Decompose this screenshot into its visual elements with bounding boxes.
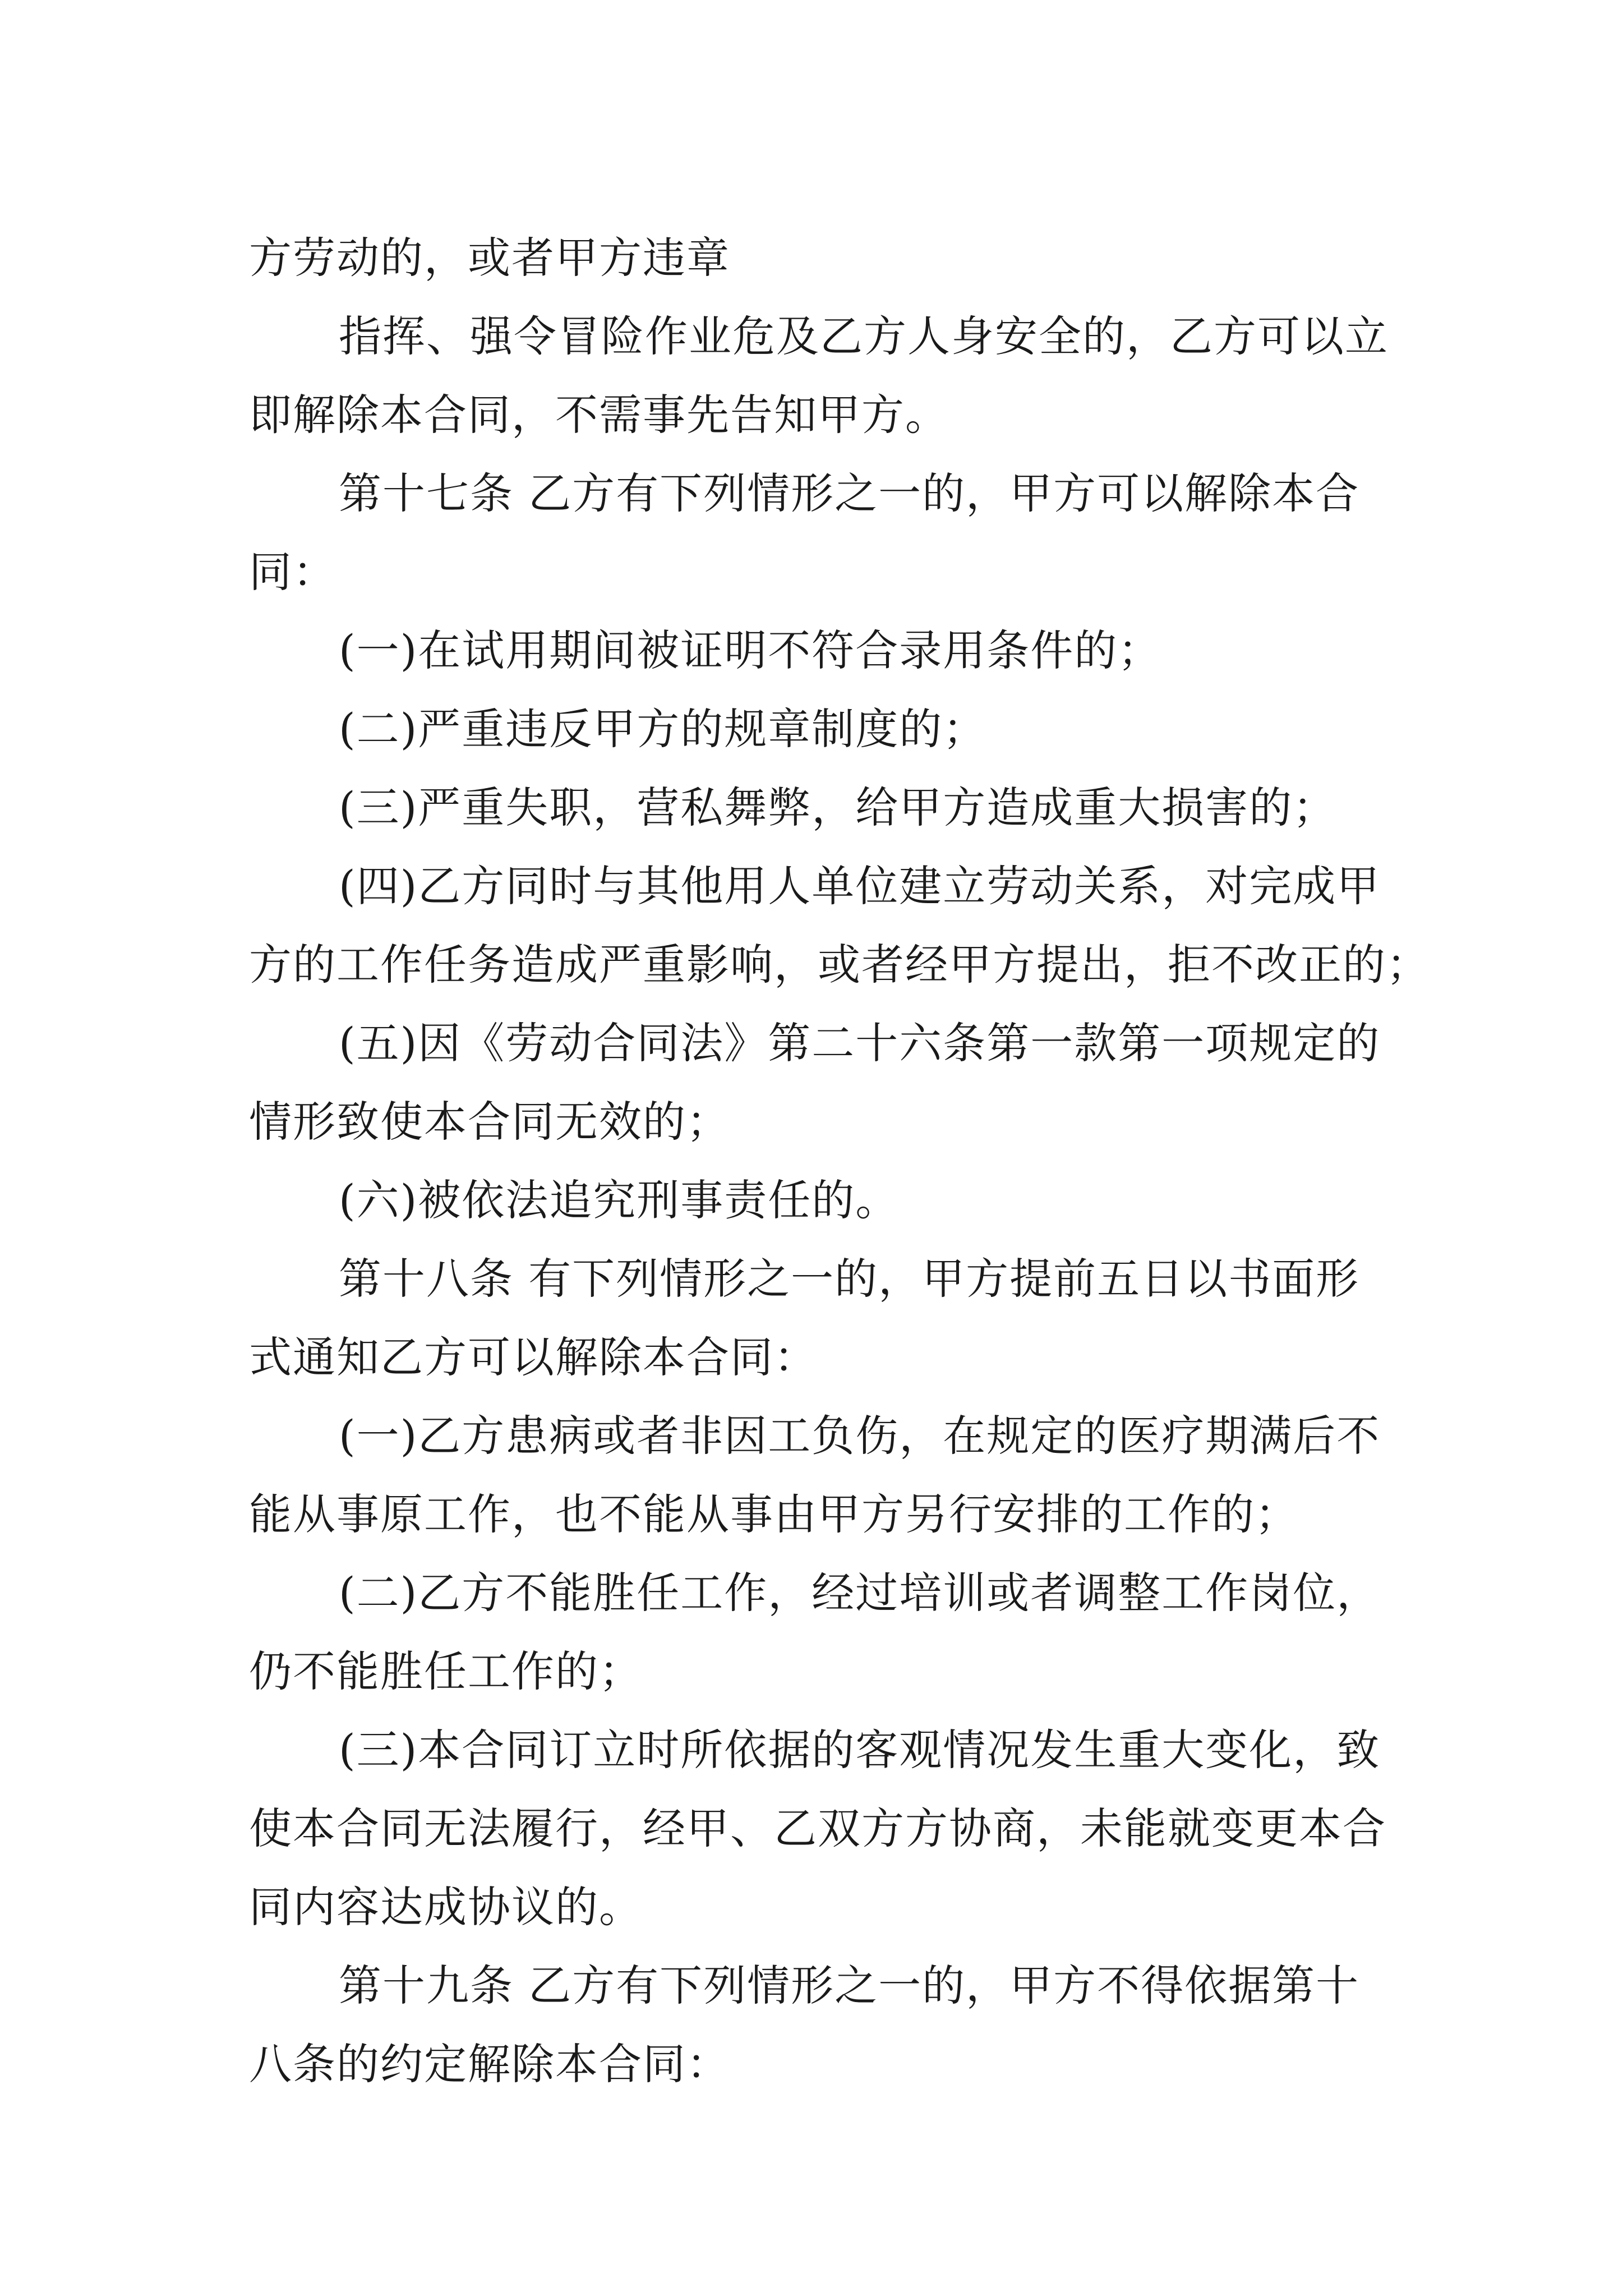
text-line: 同：: [249, 547, 336, 597]
list-item-line: (六)被依法追究刑事责任的。: [339, 1175, 900, 1225]
text-line: 八条的约定解除本合同：: [249, 2039, 730, 2089]
text-line: 即解除本合同，不需事先告知甲方。: [249, 390, 949, 440]
list-item-line: (三)严重失职，营私舞弊，给甲方造成重大损害的；: [339, 783, 1337, 832]
article-17-heading-line: 第十七条 乙方有下列情形之一的，甲方可以解除本合: [339, 468, 1360, 518]
text-line: 情形致使本合同无效的；: [249, 1097, 730, 1147]
article-19-heading-line: 第十九条 乙方有下列情形之一的，甲方不得依据第十: [339, 1961, 1360, 2010]
text-line: 方劳动的，或者甲方违章: [249, 233, 730, 283]
text-line: 方的工作任务造成严重影响，或者经甲方提出，拒不改正的；: [249, 940, 1430, 990]
list-item-line: (一)在试用期间被证明不符合录用条件的；: [339, 625, 1162, 675]
list-item-line: (二)乙方不能胜任工作，经过培训或者调整工作岗位，: [339, 1568, 1381, 1618]
contract-text-body: [249, 219, 1430, 2104]
text-line: 指挥、强令冒险作业危及乙方人身安全的，乙方可以立: [339, 311, 1389, 361]
list-item-line: (四)乙方同时与其他用人单位建立劳动关系，对完成甲: [339, 861, 1381, 911]
list-item-line: (三)本合同订立时所依据的客观情况发生重大变化，致: [339, 1725, 1381, 1775]
article-18-heading-line: 第十八条 有下列情形之一的，甲方提前五日以书面形: [339, 1254, 1360, 1304]
list-item-line: (五)因《劳动合同法》第二十六条第一款第一项规定的: [339, 1018, 1381, 1068]
text-line: 同内容达成协议的。: [249, 1882, 643, 1932]
text-line: 式通知乙方可以解除本合同：: [249, 1332, 818, 1382]
list-item-line: (二)严重违反甲方的规章制度的；: [339, 704, 987, 754]
text-line: 能从事原工作，也不能从事由甲方另行安排的工作的；: [249, 1489, 1299, 1539]
list-item-line: (一)乙方患病或者非因工负伤，在规定的医疗期满后不: [339, 1411, 1381, 1461]
text-line: 使本合同无法履行，经甲、乙双方方协商，未能就变更本合: [249, 1803, 1386, 1853]
text-line: 仍不能胜任工作的；: [249, 1646, 643, 1696]
